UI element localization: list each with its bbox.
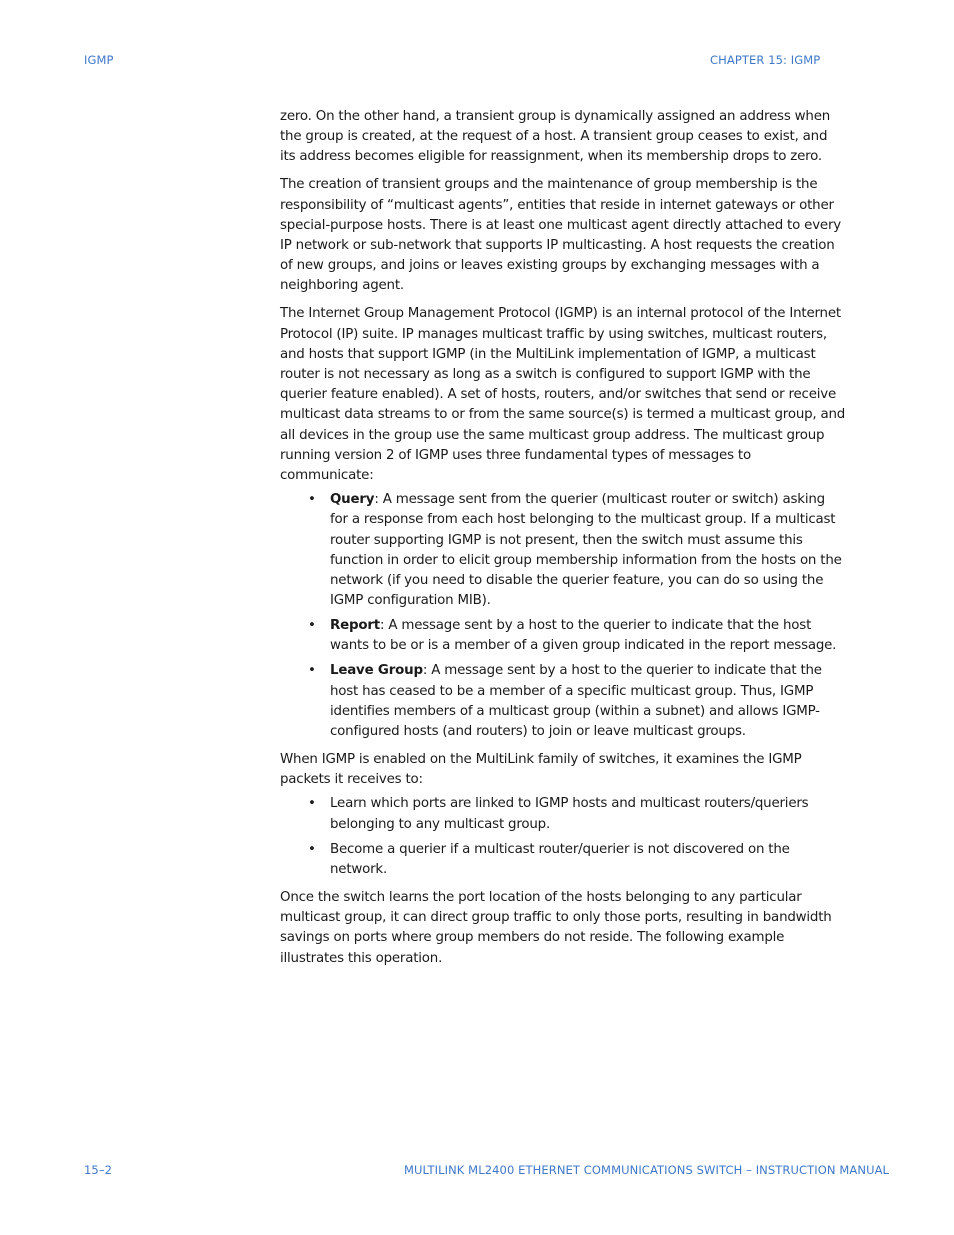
list-item-text: Become a querier if a multicast router/querier is not discovered on the network.	[330, 841, 790, 877]
main-content	[280, 107, 846, 977]
paragraph-igmp-examine: When IGMP is enabled on the MultiLink family of switches, it examines the IGMP packets it receives to:	[280, 752, 802, 788]
footer-page-number: 15–2	[84, 1163, 113, 1177]
list-item	[280, 661, 846, 742]
header-section-label: IGMP	[84, 53, 114, 67]
examine-list	[280, 794, 846, 880]
header-chapter-title: CHAPTER 15: IGMP	[710, 53, 821, 67]
list-item	[280, 840, 846, 880]
list-item	[280, 490, 846, 611]
list-item-text: : A message sent from the querier (multicast router or switch) asking for a response from each host belonging to the multicast group. If a multicast router supporting IGMP is not present, then the switch must assume this function in order to elicit group membership information from the hosts on the network (if you need to disable the querier feature, you can do so using the IGMP configuration MIB).	[330, 492, 842, 609]
paragraph-port-location: Once the switch learns the port location of the hosts belonging to any particular multicast group, it can direct group traffic to only those ports, resulting in bandwidth savings on ports where group members do not reside. The following example illustrates this operation.	[280, 889, 832, 966]
list-item	[280, 794, 846, 834]
term-leave-group: Leave Group	[330, 663, 423, 679]
list-item-text: : A message sent by a host to the querier to indicate that the host wants to be or is a member of a given group indicated in the report message.	[330, 618, 837, 654]
bullet-icon: •	[308, 492, 316, 508]
list-item-text: Learn which ports are linked to IGMP hosts and multicast routers/queriers belonging to any multicast group.	[330, 796, 809, 832]
message-types-list	[280, 490, 846, 742]
paragraph-igmp-intro: The Internet Group Management Protocol (IGMP) is an internal protocol of the Internet Protocol (IP) suite. IP manages multicast traffic by using switches, multicast routers, and hosts that support IGMP (in the MultiLink implementation of IGMP, a multicast router is not necessary as long as a switch is configured to support IGMP with the querier feature enabled). A set of hosts, routers, and/or switches that send or receive multicast data streams to or from the same source(s) is termed a multicast group, and all devices in the group use the same multicast group address. The multicast group running version 2 of IGMP uses three fundamental types of messages to communicate:	[280, 306, 846, 484]
bullet-icon: •	[308, 618, 316, 634]
bullet-icon: •	[308, 663, 316, 679]
paragraph-multicast-agents: The creation of transient groups and the maintenance of group membership is the responsibility of “multicast agents”, entities that reside in internet gateways or other special-purpose hosts. There is at least one multicast agent directly attached to every IP network or sub-network that supports IP multicasting. A host requests the creation of new groups, and joins or leaves existing groups by exchanging messages with a neighboring agent.	[280, 177, 841, 294]
term-report: Report	[330, 618, 380, 634]
footer-manual-title: MULTILINK ML2400 ETHERNET COMMUNICATIONS SWITCH – INSTRUCTION MANUAL	[404, 1163, 890, 1177]
term-query: Query	[330, 492, 375, 508]
list-item-text: : A message sent by a host to the querier to indicate that the host has ceased to be a member of a specific multicast group. Thus, IGMP identifies members of a multicast group (within a subnet) and allows IGMP-configured hosts (and routers) to join or leave multicast groups.	[330, 663, 822, 740]
bullet-icon: •	[308, 841, 316, 857]
list-item	[280, 616, 846, 656]
bullet-icon: •	[308, 796, 316, 812]
paragraph-transient-groups: zero. On the other hand, a transient group is dynamically assigned an address when the group is created, at the request of a host. A transient group ceases to exist, and its address becomes eligible for reassignment, when its membership drops to zero.	[280, 109, 831, 165]
